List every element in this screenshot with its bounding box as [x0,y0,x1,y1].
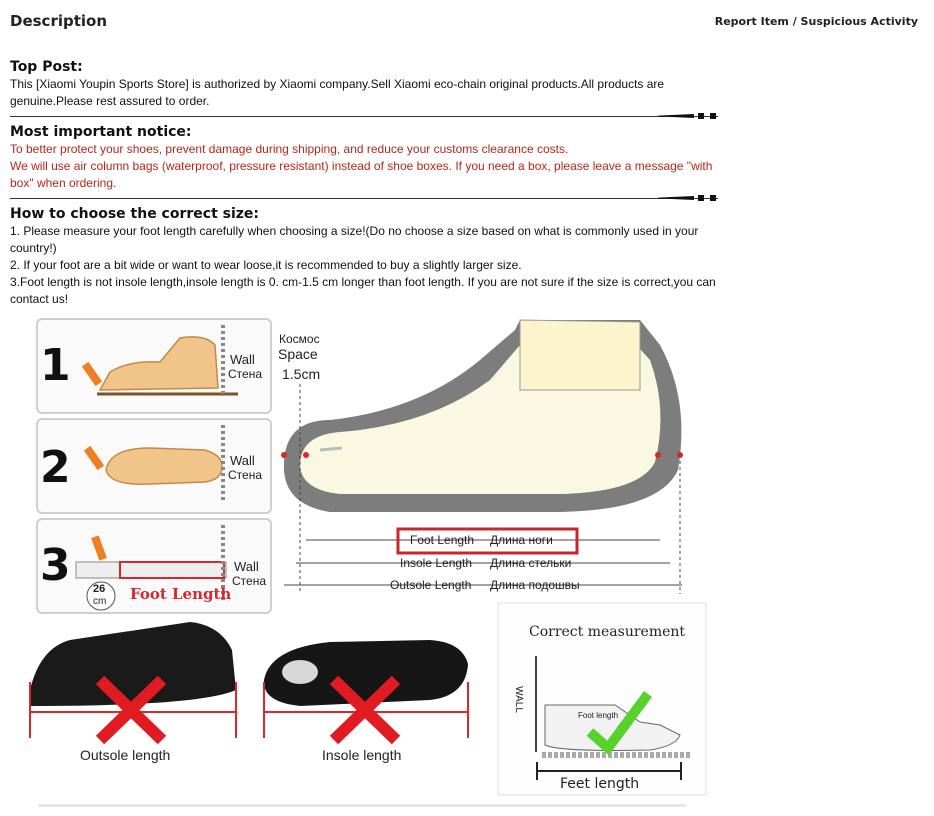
space-ru-label: Космос [279,332,320,346]
bottom-divider [38,804,686,807]
foot-length-ru: Длина ноги [490,533,553,547]
size-line-2: country!) [10,241,57,255]
step-1-wall-ru-label: Стена [228,367,263,381]
insole-caption: Insole length [322,747,402,763]
size-line-1: 1. Please measure your foot length carefully when choosing a size!(Do no choose a size based on what is commonly used in your [10,224,699,238]
foot-side-icon [82,325,238,395]
insole-length-en: Insole Length [400,556,473,570]
size-line-4: 3.Foot length is not insole length,insole length is 0. cm-1.5 cm longer than foot length. If you are not sure if the size is correct,you can [10,275,716,289]
feet-length-label: Feet length [560,776,640,792]
top-post-heading: Top Post: [10,59,83,75]
space-value-label: 1.5cm [282,366,321,382]
foot-length-en: Foot Length [410,533,475,547]
step-1-wall-label: Wall [230,352,255,367]
step-3-number: 3 [40,540,71,591]
step-2-wall-label: Wall [230,453,255,468]
step-3-wall-ru-label: Стена [232,574,267,588]
top-post-line-2: genuine.Please rest assured to order. [10,94,210,108]
report-item-link[interactable]: Report Item / Suspicious Activity [714,15,918,28]
space-label: Space [278,346,318,362]
insole-image [264,640,468,740]
ruler-number: 26 [93,583,106,595]
outsole-length-ru: Длина подошвы [490,578,580,592]
notice-line-2: We will use air column bags (waterproof, pressure resistant) instead of shoe boxes. If you need a box, please leave a message "with [10,159,713,173]
notice-heading: Most important notice: [10,124,192,140]
correct-measurement-title: Correct measurement [529,624,686,640]
insole-length-ru: Длина стельки [490,556,572,570]
notice-line-1: To better protect your shoes, prevent damage during shipping, and reduce your customs clearance costs. [10,142,569,156]
top-post-line-1: This [Xiaomi Youpin Sports Store] is authorized by Xiaomi company.Sell Xiaomi eco-chain original products.All products are [10,77,665,91]
step-1-number: 1 [40,340,71,391]
step-3-wall-label: Wall [234,559,259,574]
sneaker-outsole-image [30,622,236,740]
size-heading: How to choose the correct size: [10,206,260,222]
wall-vertical-label: WALL [512,686,524,713]
shoe-cross-section [281,320,683,594]
ruler-unit: cm [93,596,107,607]
notice-line-3: box" when ordering. [10,176,117,190]
size-line-5: contact us! [10,292,69,306]
step-2-wall-ru-label: Стена [228,468,263,482]
step-3-foot-length-label: Foot Length [130,585,232,603]
size-line-3: 2. If your foot are a bit wide or want to wear loose,it is recommended to buy a slightly larger size. [10,258,522,272]
step-2-number: 2 [40,442,71,493]
outsole-length-en: Outsole Length [390,578,472,592]
outsole-caption: Outsole length [80,747,171,763]
foot-length-small-label: Foot length [578,711,619,720]
foot-top-icon [84,425,223,500]
description-title: Description [10,12,108,30]
